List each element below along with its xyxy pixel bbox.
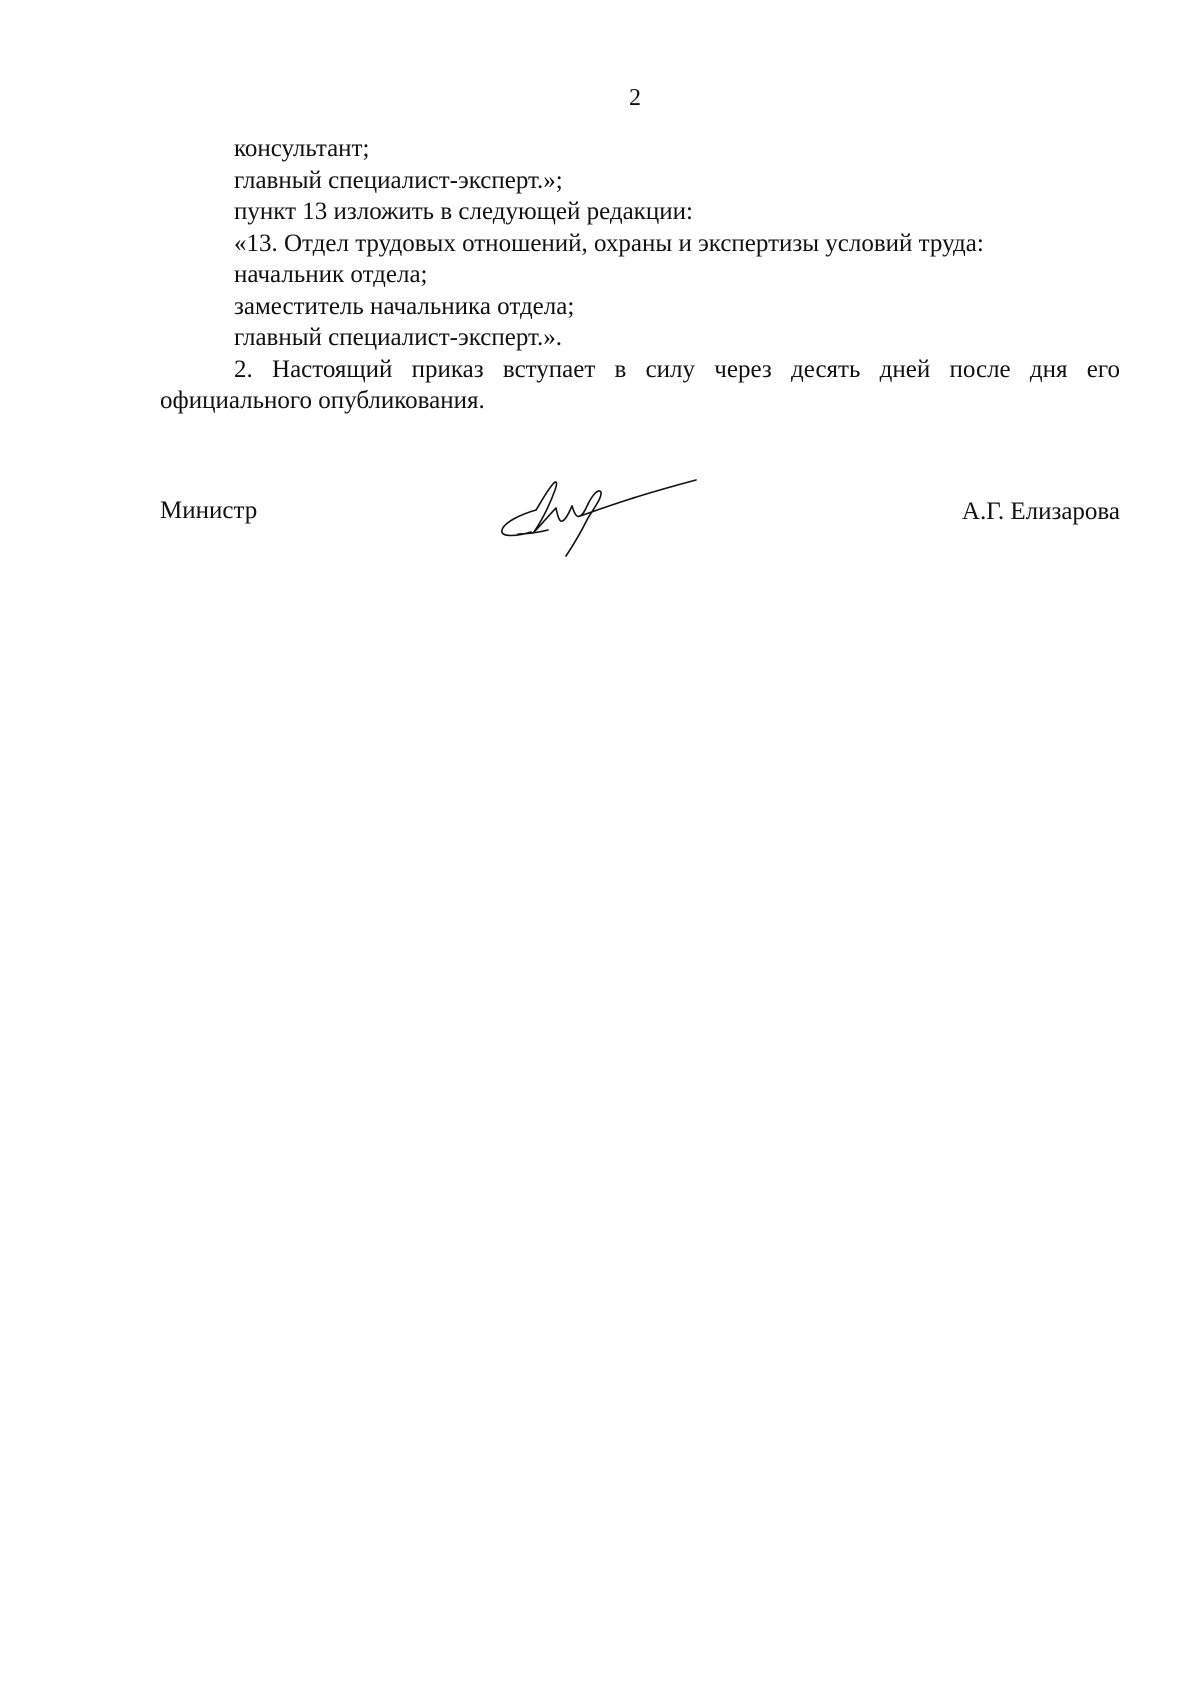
signature-block (160, 496, 1120, 576)
list-line-item-13-intro: пункт 13 изложить в следующей редакции: (234, 198, 693, 225)
list-line-consultant: консультант; (234, 135, 370, 162)
paragraph-effective-date: 2. Настоящий приказ вступает в силу через десять дней после дня его официального опубликования. (160, 355, 1120, 414)
signatory-name: А.Г. Елизарова (961, 498, 1120, 525)
signatory-title: Министр (160, 497, 258, 524)
document-body (160, 133, 1120, 417)
list-line-chief-specialist: главный специалист-эксперт.»; (234, 166, 563, 194)
page-number: 2 (629, 85, 641, 111)
handwritten-signature (498, 474, 698, 569)
list-line-deputy-head: заместитель начальника отдела; (234, 292, 575, 320)
list-line-chief-specialist-final: главный специалист-эксперт.». (234, 324, 563, 351)
list-line-department-heading: «13. Отдел трудовых отношений, охраны и экспертизы условий труда: (234, 229, 984, 257)
list-line-department-head: начальник отдела; (234, 261, 428, 288)
